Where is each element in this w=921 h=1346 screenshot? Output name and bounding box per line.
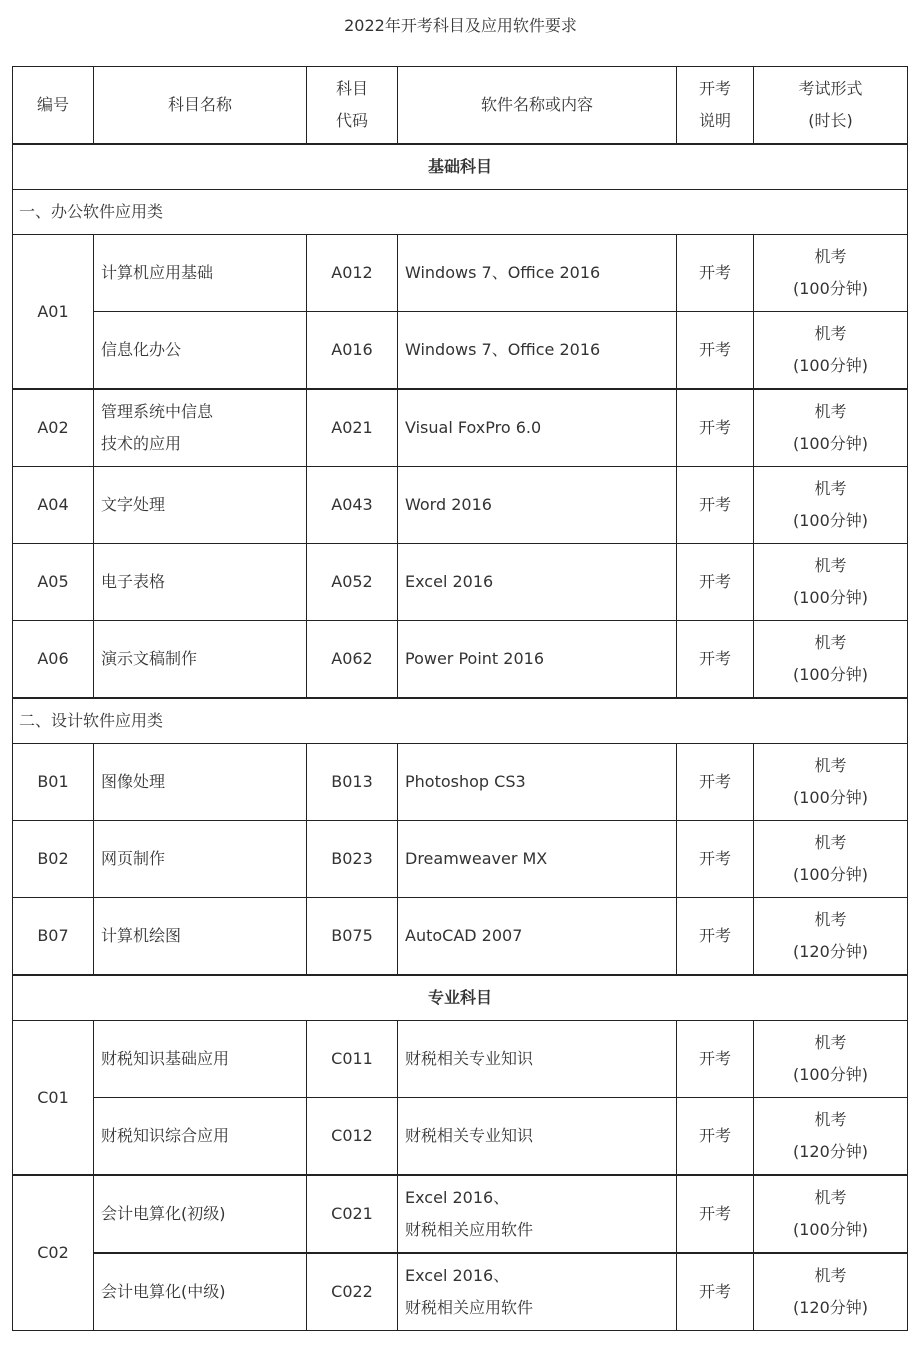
cell-software: Windows 7、Office 2016 <box>398 235 677 312</box>
cell-code: A052 <box>307 544 398 621</box>
cell-no: C02 <box>13 1175 94 1331</box>
cell-form-time: (120分钟) <box>792 942 869 961</box>
cell-note: 开考 <box>677 1098 754 1176</box>
cell-code: A021 <box>307 389 398 467</box>
cell-software <box>398 1175 677 1253</box>
page-title: 2022年开考科目及应用软件要求 <box>344 16 577 35</box>
cell-name: 会计电算化(初级) <box>94 1175 307 1253</box>
group-row-design <box>13 698 908 744</box>
cell-form <box>754 1175 908 1253</box>
cell-form <box>754 235 908 312</box>
cell-form-time: (100分钟) <box>792 865 869 884</box>
cell-form-type: 机考 <box>814 1188 847 1207</box>
cell-name: 计算机绘图 <box>94 898 307 976</box>
cell-form-time: (100分钟) <box>792 434 869 453</box>
table-row <box>13 1253 908 1331</box>
cell-form-time: (100分钟) <box>792 279 869 298</box>
header-code-line1: 科目 <box>335 79 368 98</box>
cell-note: 开考 <box>677 621 754 699</box>
cell-software-line2: 财税相关应用软件 <box>405 1298 534 1317</box>
cell-software: Excel 2016 <box>398 544 677 621</box>
cell-note: 开考 <box>677 1253 754 1331</box>
cell-software-line1: Excel 2016、 <box>405 1266 510 1285</box>
header-note <box>677 67 754 145</box>
cell-code: A062 <box>307 621 398 699</box>
section-row-basic <box>13 144 908 190</box>
cell-code: B075 <box>307 898 398 976</box>
table-row <box>13 312 908 390</box>
cell-no: A06 <box>13 621 94 699</box>
cell-form <box>754 544 908 621</box>
header-note-line1: 开考 <box>698 79 731 98</box>
cell-code: A043 <box>307 467 398 544</box>
section-row-professional <box>13 975 908 1021</box>
cell-no: B01 <box>13 744 94 821</box>
header-note-line2: 说明 <box>698 111 731 130</box>
cell-form-time: (100分钟) <box>792 588 869 607</box>
cell-code: C022 <box>307 1253 398 1331</box>
cell-no: A05 <box>13 544 94 621</box>
cell-form-time: (100分钟) <box>792 1220 869 1239</box>
cell-form-time: (120分钟) <box>792 1142 869 1161</box>
cell-form <box>754 312 908 390</box>
cell-code: A012 <box>307 235 398 312</box>
cell-software-line2: 财税相关应用软件 <box>405 1220 534 1239</box>
cell-software: AutoCAD 2007 <box>398 898 677 976</box>
cell-name: 图像处理 <box>94 744 307 821</box>
cell-code: C012 <box>307 1098 398 1176</box>
cell-note: 开考 <box>677 898 754 976</box>
cell-form-time: (100分钟) <box>792 788 869 807</box>
table-row <box>13 621 908 699</box>
cell-note: 开考 <box>677 389 754 467</box>
cell-note: 开考 <box>677 235 754 312</box>
cell-name: 信息化办公 <box>94 312 307 390</box>
cell-software: Word 2016 <box>398 467 677 544</box>
cell-name: 财税知识基础应用 <box>94 1021 307 1098</box>
table-row <box>13 821 908 898</box>
cell-software: 财税相关专业知识 <box>398 1098 677 1176</box>
table-row <box>13 1021 908 1098</box>
cell-software: Visual FoxPro 6.0 <box>398 389 677 467</box>
cell-name: 演示文稿制作 <box>94 621 307 699</box>
cell-form-time: (100分钟) <box>792 356 869 375</box>
cell-form-type: 机考 <box>814 1266 847 1285</box>
cell-code: C021 <box>307 1175 398 1253</box>
cell-form-type: 机考 <box>814 756 847 775</box>
cell-name: 财税知识综合应用 <box>94 1098 307 1176</box>
cell-note: 开考 <box>677 312 754 390</box>
cell-note: 开考 <box>677 1175 754 1253</box>
cell-code: B013 <box>307 744 398 821</box>
cell-name-line1: 管理系统中信息 <box>101 402 214 421</box>
exam-table <box>12 66 908 1331</box>
cell-form <box>754 1098 908 1176</box>
table-row <box>13 544 908 621</box>
cell-form <box>754 621 908 699</box>
header-form-line2: (时长) <box>808 111 853 130</box>
header-software: 软件名称或内容 <box>398 67 677 145</box>
cell-form-type: 机考 <box>814 1110 847 1129</box>
cell-form-type: 机考 <box>814 833 847 852</box>
table-row <box>13 744 908 821</box>
cell-no: B02 <box>13 821 94 898</box>
cell-no: B07 <box>13 898 94 976</box>
cell-code: B023 <box>307 821 398 898</box>
cell-name: 会计电算化(中级) <box>94 1253 307 1331</box>
header-code-line2: 代码 <box>335 111 368 130</box>
cell-name: 文字处理 <box>94 467 307 544</box>
cell-code: A016 <box>307 312 398 390</box>
cell-form-type: 机考 <box>814 910 847 929</box>
cell-name: 网页制作 <box>94 821 307 898</box>
cell-form-type: 机考 <box>814 1033 847 1052</box>
table-row <box>13 389 908 467</box>
cell-software <box>398 1253 677 1331</box>
header-form <box>754 67 908 145</box>
cell-form-type: 机考 <box>814 324 847 343</box>
cell-name: 电子表格 <box>94 544 307 621</box>
cell-form-type: 机考 <box>814 556 847 575</box>
cell-name: 计算机应用基础 <box>94 235 307 312</box>
cell-software: Dreamweaver MX <box>398 821 677 898</box>
cell-no: C01 <box>13 1021 94 1176</box>
cell-note: 开考 <box>677 544 754 621</box>
cell-form-type: 机考 <box>814 479 847 498</box>
cell-no: A02 <box>13 389 94 467</box>
group-design-label: 二、设计软件应用类 <box>13 698 908 744</box>
cell-form <box>754 1253 908 1331</box>
cell-form-time: (120分钟) <box>792 1298 869 1317</box>
cell-form <box>754 898 908 976</box>
cell-note: 开考 <box>677 467 754 544</box>
cell-code: C011 <box>307 1021 398 1098</box>
section-professional-label: 专业科目 <box>13 975 908 1021</box>
cell-software: 财税相关专业知识 <box>398 1021 677 1098</box>
cell-form <box>754 744 908 821</box>
cell-note: 开考 <box>677 821 754 898</box>
cell-form-type: 机考 <box>814 247 847 266</box>
section-basic-label: 基础科目 <box>13 144 908 190</box>
group-row-office <box>13 190 908 235</box>
header-no: 编号 <box>13 67 94 145</box>
header-form-line1: 考试形式 <box>798 79 863 98</box>
table-row <box>13 898 908 976</box>
cell-note: 开考 <box>677 744 754 821</box>
cell-form-time: (100分钟) <box>792 1065 869 1084</box>
cell-name <box>94 389 307 467</box>
cell-name-line2: 技术的应用 <box>101 434 182 453</box>
cell-software: Power Point 2016 <box>398 621 677 699</box>
cell-software: Windows 7、Office 2016 <box>398 312 677 390</box>
table-row <box>13 1175 908 1253</box>
cell-no: A01 <box>13 235 94 390</box>
cell-form-time: (100分钟) <box>792 511 869 530</box>
table-row <box>13 467 908 544</box>
group-office-label: 一、办公软件应用类 <box>13 190 908 235</box>
cell-form <box>754 467 908 544</box>
table-row <box>13 235 908 312</box>
cell-form <box>754 389 908 467</box>
header-code <box>307 67 398 145</box>
cell-software: Photoshop CS3 <box>398 744 677 821</box>
cell-software-line1: Excel 2016、 <box>405 1188 510 1207</box>
cell-form-type: 机考 <box>814 633 847 652</box>
cell-form-type: 机考 <box>814 402 847 421</box>
cell-no: A04 <box>13 467 94 544</box>
cell-form <box>754 1021 908 1098</box>
header-name: 科目名称 <box>94 67 307 145</box>
cell-note: 开考 <box>677 1021 754 1098</box>
cell-form <box>754 821 908 898</box>
table-row <box>13 1098 908 1176</box>
cell-form-time: (100分钟) <box>792 665 869 684</box>
table-header-row <box>13 67 908 145</box>
